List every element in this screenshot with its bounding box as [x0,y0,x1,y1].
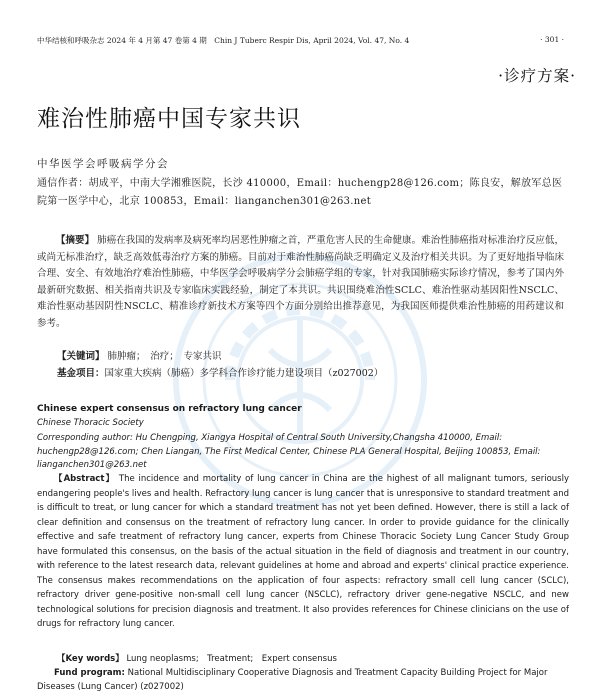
page-number: · 301 · [540,35,564,44]
cn-keywords [57,348,222,362]
en-organization: Chinese Thoracic Society [37,418,144,428]
cn-keywords-label: 【关键词】 [57,351,105,362]
en-keywords [57,652,337,664]
en-keywords-text: Lung neoplasms; Treatment; Expert consensus [126,654,337,664]
cn-fund-program [57,365,383,379]
en-fund-text: National Multidisciplinary Cooperative Diagnosis and Treatment Capacity Building Project for Major Diseases (Lung Cancer) (z027002) [37,668,548,692]
cn-keywords-text: 肺肿瘤； 治疗； 专家共识 [107,351,222,362]
cn-fund-text: 国家重大疾病（肺癌）多学科合作诊疗能力建设项目（z027002） [104,368,384,379]
en-abstract-text: The incidence and mortality of lung cancer in China are the highest of all malignant tumors, seriously endangering people's lives and health. Refractory lung cancer is lung cancer that is unresponsive to standard treatment and is difficult to treat, or lung cancer for which a standard treatment has not yet been defined. However, there is still a lack of clear definition and consensus on the treatment of refractory lung cancer. In order to provide guidance for the clinically effective and safe treatment of refractory lung cancer, experts from Chinese Thoracic Society Lung Cancer Study Group have formulated this consensus, on the basis of the actual situation in the field of diagnosis and treatment in our country, with reference to the latest research data, relevant guidelines at home and abroad and experts' clinical practice experience. The consensus makes recommendations on the application of four aspects: refractory small cell lung cancer (SCLC), refractory driver gene-positive non-small cell lung cancer (NSCLC), refractory driver gene-negative NSCLC, and new technological solutions for precision diagnosis and treatment. It also provides references for Chinese clinicians on the use of drugs for refractory lung cancer. [37,474,570,629]
en-corresponding-author: Corresponding author: Hu Chengping, Xiangya Hospital of Central South University,Changsha 410000, Email: huchengp28@126.com; Chen Liangan, The First Medical Center, Chinese PLA General Hospital, Beijing 100853, Email: lianganchen301@263.net [37,433,541,470]
en-keywords-label: 【Key words】 [57,654,124,664]
en-abstract [37,472,569,632]
en-title: Chinese expert consensus on refractory lung cancer [37,404,302,414]
cn-authors: 中华医学会呼吸病学分会 [37,158,169,170]
article-title: 难治性肺癌中国专家共识 [37,106,301,132]
section-tag: ·诊疗方案· [498,67,576,85]
cn-corresponding-author: 通信作者：胡成平，中南大学湘雅医院，长沙 410000，Email：huchengp28@126.com；陈良安，解放军总医院第一医学中心，北京 100853，Email：lianganchen301@263.net [37,178,563,207]
cn-abstract-text: 肺癌在我国的发病率及病死率均居恶性肿瘤之首，严重危害人民的生命健康。难治性肺癌指对标准治疗反应低，或尚无标准治疗，缺乏高效低毒治疗方案的肺癌。目前对于难治性肺癌尚缺乏明确定义及治疗相关共识。为了更好地指导临床合理、安全、有效地治疗难治性肺癌，中华医学会呼吸病学分会肺癌学组的专家，针对我国肺癌实际诊疗情况，参考了国内外最新研究数据、相关指南共识及专家临床实践经验，制定了本共识。共识围绕难治性SCLC、难治性驱动基因阳性NSCLC、难治性驱动基因阴性NSCLC、精准诊疗新技术方案等四个方面分别给出推荐意见，为我国医师提供难治性肺癌的用药建议和参考。 [37,235,564,329]
cn-abstract [37,233,564,332]
cn-abstract-label: 【摘要】 [56,235,95,246]
en-fund-label: Fund program: [54,668,125,678]
en-fund-program [37,666,569,694]
en-abstract-label: 【Abstract】 [54,474,116,484]
journal-citation: 中华结核和呼吸杂志 2024 年 4 月第 47 卷第 4 期 Chin J Tuberc Respir Dis, April 2024, Vol. 47, No. 4 [37,36,410,45]
cn-fund-label: 基金项目： [57,368,105,379]
